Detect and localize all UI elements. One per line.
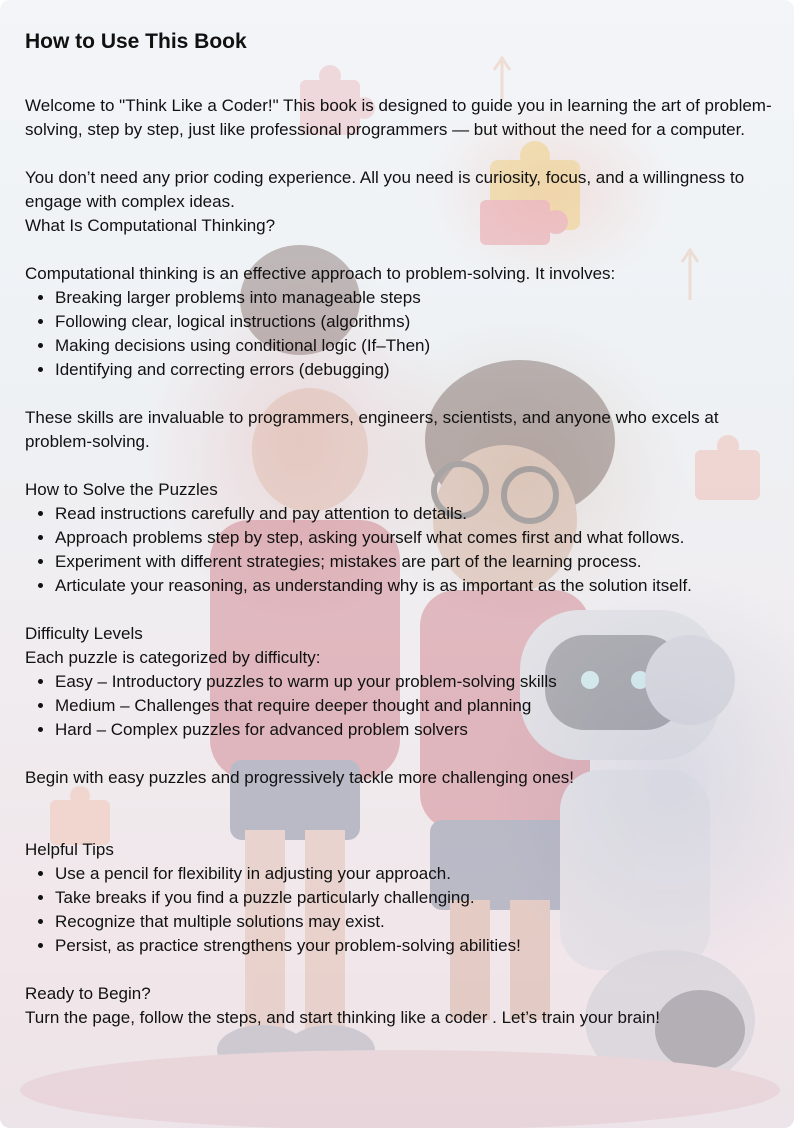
section-heading-ready: Ready to Begin? xyxy=(25,984,151,1003)
list-item: • Breaking larger problems into manageable steps xyxy=(55,286,775,310)
intro-paragraph: You don’t need any prior coding experience. All you need is curiosity, focus, and a willingness to engage with complex ideas. xyxy=(25,168,745,211)
spacer xyxy=(25,142,775,166)
spacer xyxy=(25,814,775,838)
section-heading-difficulty-levels: Difficulty Levels xyxy=(25,624,143,643)
list-item: • Experiment with different strategies; mistakes are part of the learning process. xyxy=(55,550,775,574)
intro-paragraph: Welcome to "Think Like a Coder!" This book is designed to guide you in learning the art of problem-solving, step by step, just like professional programmers — but without the need for a computer. xyxy=(25,96,772,139)
list-item: • Recognize that multiple solutions may exist. xyxy=(55,910,775,934)
section-heading-solve-puzzles: How to Solve the Puzzles xyxy=(25,480,218,499)
section-heading-computational-thinking: What Is Computational Thinking? xyxy=(25,216,276,235)
solve-puzzles-list xyxy=(25,502,775,598)
section-lead: Computational thinking is an effective approach to problem-solving. It involves: xyxy=(25,264,616,283)
spacer xyxy=(25,454,775,478)
helpful-tips-list xyxy=(25,862,775,958)
list-item: • Use a pencil for flexibility in adjusting your approach. xyxy=(55,862,775,886)
list-item: • Following clear, logical instructions (algorithms) xyxy=(55,310,775,334)
section-closing: Begin with easy puzzles and progressively tackle more challenging ones! xyxy=(25,768,575,787)
spacer xyxy=(25,598,775,622)
closing-text: Turn the page, follow the steps, and start thinking like a coder . Let’s train your brain! xyxy=(25,1008,661,1027)
list-item: • Persist, as practice strengthens your problem-solving abilities! xyxy=(55,934,775,958)
page-title: How to Use This Book xyxy=(25,30,247,53)
list-item: • Read instructions carefully and pay attention to details. xyxy=(55,502,775,526)
list-item: • Medium – Challenges that require deeper thought and planning xyxy=(55,694,775,718)
list-item: • Making decisions using conditional logic (If–Then) xyxy=(55,334,775,358)
list-item: • Easy – Introductory puzzles to warm up your problem-solving skills xyxy=(55,670,775,694)
difficulty-list xyxy=(25,670,775,742)
section-lead: Each puzzle is categorized by difficulty: xyxy=(25,648,321,667)
section-heading-helpful-tips: Helpful Tips xyxy=(25,840,114,859)
list-item: • Identifying and correcting errors (debugging) xyxy=(55,358,775,382)
list-item: • Hard – Complex puzzles for advanced problem solvers xyxy=(55,718,775,742)
spacer xyxy=(25,742,775,766)
spacer xyxy=(25,238,775,262)
spacer xyxy=(25,790,775,814)
page-content xyxy=(25,30,775,1030)
list-item: • Articulate your reasoning, as understanding why is as important as the solution itself. xyxy=(55,574,775,598)
list-item: • Approach problems step by step, asking yourself what comes first and what follows. xyxy=(55,526,775,550)
section-closing: These skills are invaluable to programmers, engineers, scientists, and anyone who excels at problem-solving. xyxy=(25,408,719,451)
computational-thinking-list xyxy=(25,286,775,382)
list-item: • Take breaks if you find a puzzle particularly challenging. xyxy=(55,886,775,910)
spacer xyxy=(25,382,775,406)
spacer xyxy=(25,958,775,982)
